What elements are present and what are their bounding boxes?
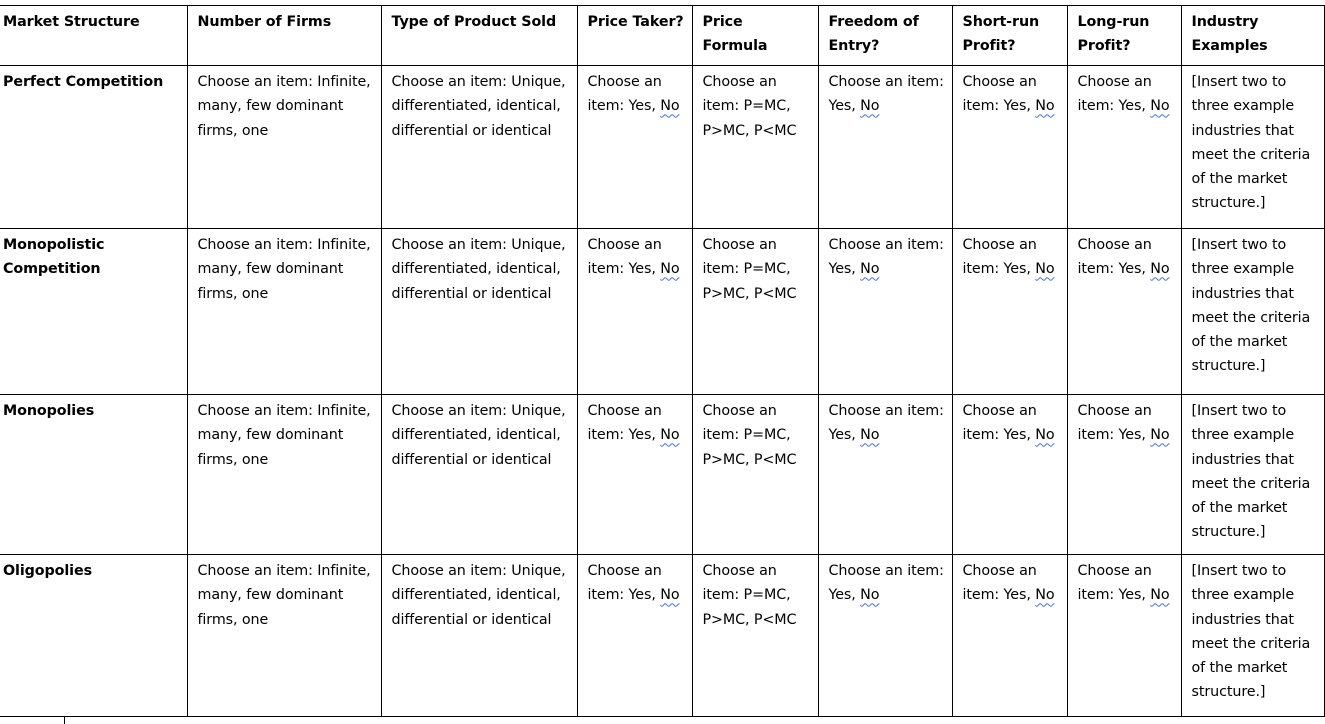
product-type-dropdown[interactable]: Choose an item: Unique, differentiated, identical, differential or identical: [381, 66, 577, 229]
option-no: No: [1150, 587, 1170, 604]
option-no: No: [860, 261, 880, 278]
long-run-profit-dropdown[interactable]: [1067, 229, 1181, 395]
price-taker-dropdown[interactable]: [577, 555, 692, 717]
header-long-run-profit: Long-run Profit?: [1067, 6, 1181, 66]
freedom-of-entry-dropdown[interactable]: [818, 555, 952, 717]
header-short-run-profit: Short-run Profit?: [952, 6, 1067, 66]
number-of-firms-dropdown[interactable]: Choose an item: Infinite, many, few dominant firms, one: [187, 66, 381, 229]
short-run-profit-dropdown[interactable]: [952, 229, 1067, 395]
price-taker-dropdown[interactable]: [577, 66, 692, 229]
dropdown-prompt: Choose an item: Yes,: [587, 403, 662, 444]
header-industry-examples: Industry Examples: [1181, 6, 1324, 66]
header-freedom-of-entry: Freedom of Entry?: [818, 6, 952, 66]
price-formula-dropdown[interactable]: Choose an item: P=MC, P>MC, P<MC: [692, 66, 818, 229]
option-no: No: [1035, 98, 1055, 115]
freedom-of-entry-dropdown[interactable]: [818, 66, 952, 229]
dropdown-prompt: Choose an item: Yes,: [962, 403, 1037, 444]
option-no: No: [1035, 261, 1055, 278]
table-header-row: [0, 6, 1324, 66]
option-no: No: [660, 98, 680, 115]
option-no: No: [660, 587, 680, 604]
text-cursor-mark: [64, 717, 65, 724]
short-run-profit-dropdown[interactable]: [952, 66, 1067, 229]
dropdown-prompt: Choose an item: Yes,: [1077, 237, 1152, 278]
header-number-of-firms: Number of Firms: [187, 6, 381, 66]
price-formula-dropdown[interactable]: Choose an item: P=MC, P>MC, P<MC: [692, 229, 818, 395]
long-run-profit-dropdown[interactable]: [1067, 395, 1181, 555]
dropdown-prompt: Choose an item: Yes,: [828, 237, 944, 278]
header-type-of-product: Type of Product Sold: [381, 6, 577, 66]
industry-examples-placeholder[interactable]: [Insert two to three example industries that meet the criteria of the market structure.]: [1181, 66, 1324, 229]
number-of-firms-dropdown[interactable]: Choose an item: Infinite, many, few dominant firms, one: [187, 229, 381, 395]
table-row: [0, 66, 1324, 229]
option-no: No: [660, 261, 680, 278]
dropdown-prompt: Choose an item: Yes,: [962, 74, 1037, 115]
dropdown-prompt: Choose an item: Yes,: [587, 237, 662, 278]
table-row: [0, 395, 1324, 555]
market-structure-label: Perfect Competition: [0, 66, 187, 229]
product-type-dropdown[interactable]: Choose an item: Unique, differentiated, identical, differential or identical: [381, 229, 577, 395]
option-no: No: [1150, 427, 1170, 444]
dropdown-prompt: Choose an item: Yes,: [962, 563, 1037, 604]
option-no: No: [1150, 261, 1170, 278]
table-row: [0, 555, 1324, 717]
header-price-formula: Price Formula: [692, 6, 818, 66]
dropdown-prompt: Choose an item: Yes,: [828, 403, 944, 444]
market-structure-label: Oligopolies: [0, 555, 187, 717]
option-no: No: [1035, 587, 1055, 604]
dropdown-prompt: Choose an item: Yes,: [1077, 403, 1152, 444]
short-run-profit-dropdown[interactable]: [952, 395, 1067, 555]
price-formula-dropdown[interactable]: Choose an item: P=MC, P>MC, P<MC: [692, 555, 818, 717]
option-no: No: [860, 587, 880, 604]
long-run-profit-dropdown[interactable]: [1067, 555, 1181, 717]
freedom-of-entry-dropdown[interactable]: [818, 229, 952, 395]
dropdown-prompt: Choose an item: Yes,: [587, 74, 662, 115]
short-run-profit-dropdown[interactable]: [952, 555, 1067, 717]
product-type-dropdown[interactable]: Choose an item: Unique, differentiated, identical, differential or identical: [381, 395, 577, 555]
header-market-structure: Market Structure: [0, 6, 187, 66]
price-formula-dropdown[interactable]: Choose an item: P=MC, P>MC, P<MC: [692, 395, 818, 555]
header-price-taker: Price Taker?: [577, 6, 692, 66]
price-taker-dropdown[interactable]: [577, 395, 692, 555]
long-run-profit-dropdown[interactable]: [1067, 66, 1181, 229]
dropdown-prompt: Choose an item: Yes,: [962, 237, 1037, 278]
product-type-dropdown[interactable]: Choose an item: Unique, differentiated, identical, differential or identical: [381, 555, 577, 717]
industry-examples-placeholder[interactable]: [Insert two to three example industries that meet the criteria of the market structure.]: [1181, 555, 1324, 717]
option-no: No: [1035, 427, 1055, 444]
number-of-firms-dropdown[interactable]: Choose an item: Infinite, many, few dominant firms, one: [187, 555, 381, 717]
dropdown-prompt: Choose an item: Yes,: [587, 563, 662, 604]
market-structure-table: [0, 5, 1325, 717]
freedom-of-entry-dropdown[interactable]: [818, 395, 952, 555]
dropdown-prompt: Choose an item: Yes,: [828, 74, 944, 115]
industry-examples-placeholder[interactable]: [Insert two to three example industries that meet the criteria of the market structure.]: [1181, 395, 1324, 555]
market-structure-label: Monopolistic Competition: [0, 229, 187, 395]
industry-examples-placeholder[interactable]: [Insert two to three example industries that meet the criteria of the market structure.]: [1181, 229, 1324, 395]
dropdown-prompt: Choose an item: Yes,: [1077, 74, 1152, 115]
option-no: No: [860, 98, 880, 115]
number-of-firms-dropdown[interactable]: Choose an item: Infinite, many, few dominant firms, one: [187, 395, 381, 555]
option-no: No: [1150, 98, 1170, 115]
table-row: [0, 229, 1324, 395]
dropdown-prompt: Choose an item: Yes,: [1077, 563, 1152, 604]
option-no: No: [860, 427, 880, 444]
price-taker-dropdown[interactable]: [577, 229, 692, 395]
dropdown-prompt: Choose an item: Yes,: [828, 563, 944, 604]
option-no: No: [660, 427, 680, 444]
market-structure-label: Monopolies: [0, 395, 187, 555]
